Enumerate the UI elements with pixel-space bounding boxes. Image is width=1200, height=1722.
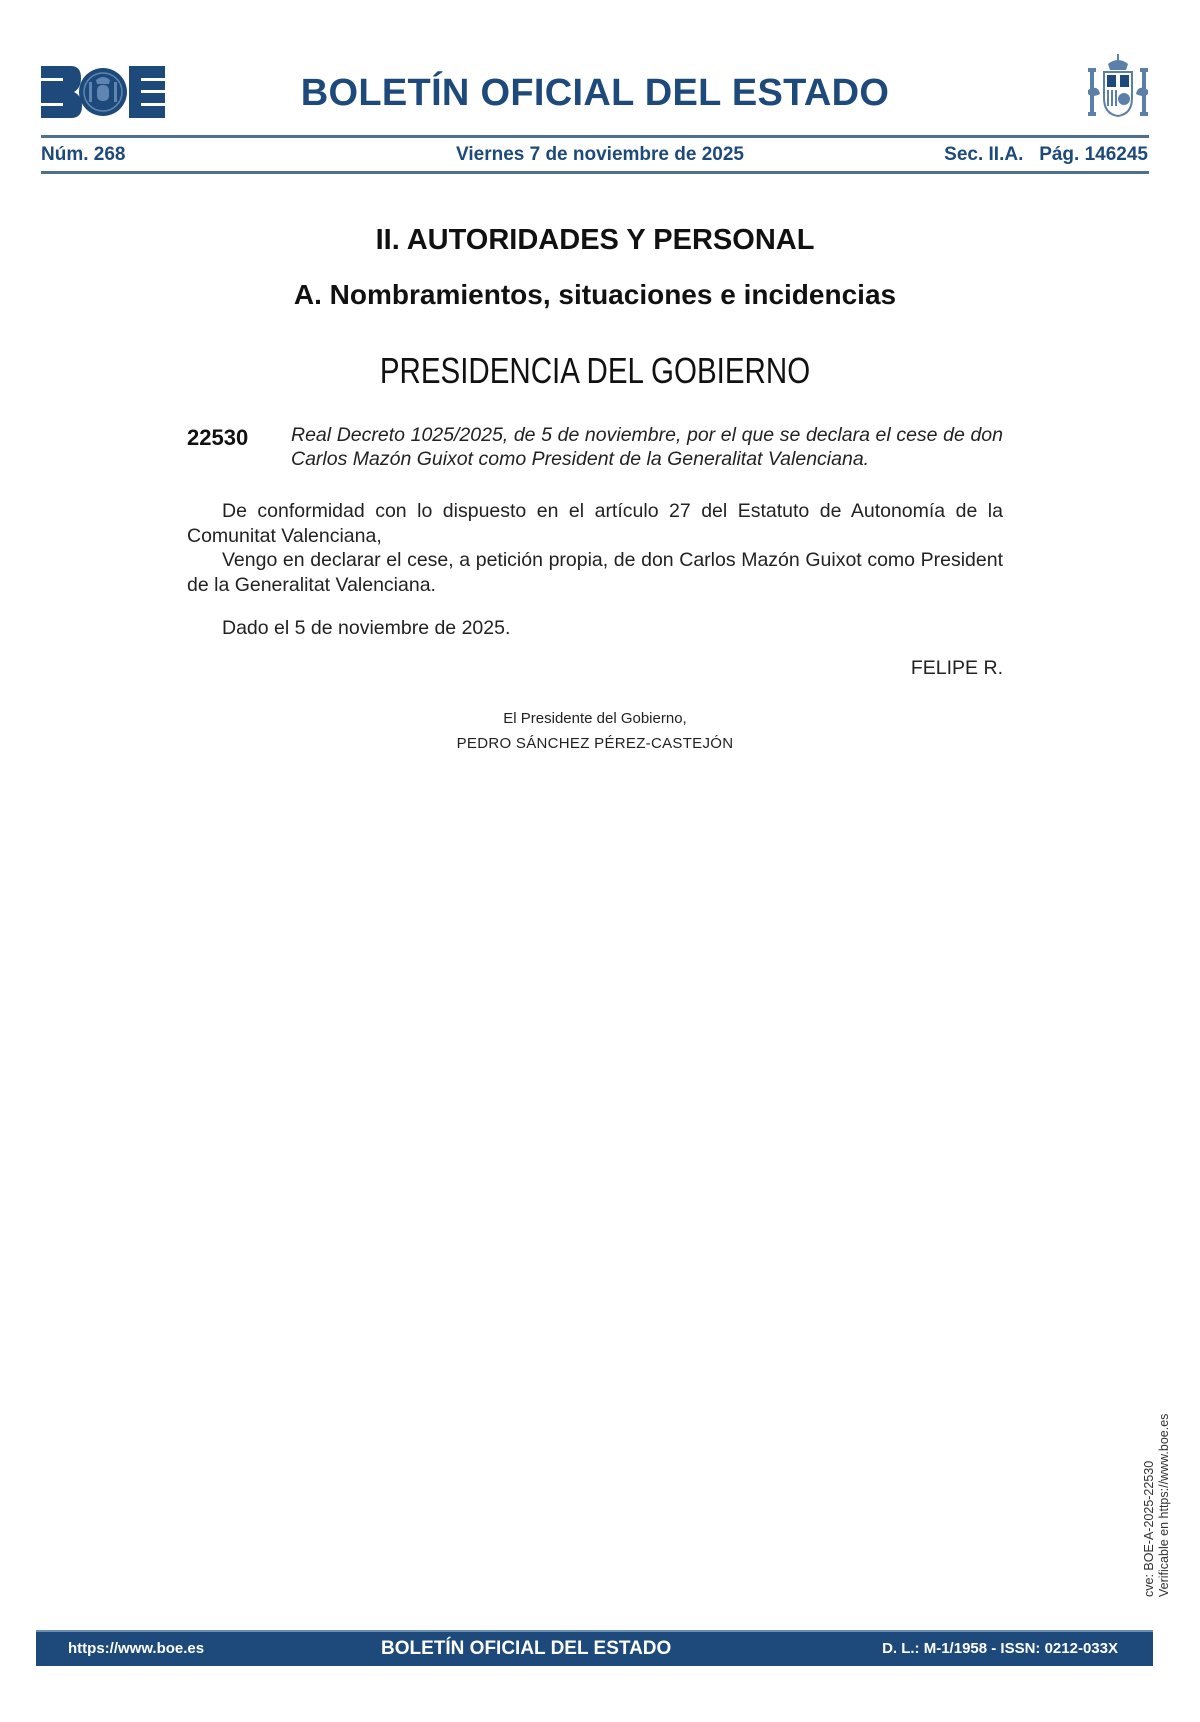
verification-side-note xyxy=(1142,1385,1182,1597)
countersign-role: El Presidente del Gobierno, xyxy=(503,710,687,727)
royal-signature: FELIPE R. xyxy=(910,657,1003,679)
decree-date-line: Dado el 5 de noviembre de 2025. xyxy=(222,617,511,639)
issue-number: Núm. 268 xyxy=(41,144,126,165)
subsection-title: A. Nombramientos, situaciones e incidencias xyxy=(293,279,897,310)
section-and-page: Sec. II.A. Pág. 146245 xyxy=(944,144,1148,165)
footer-title: BOLETÍN OFICIAL DEL ESTADO xyxy=(381,1638,672,1659)
decree-paragraph: Vengo en declarar el cese, a petición propia, de don Carlos Mazón Guixot como President de la Generalitat Valenciana. xyxy=(187,549,1003,596)
header-rule-bottom xyxy=(41,171,1149,174)
countersign-name: PEDRO SÁNCHEZ PÉREZ-CASTEJÓN xyxy=(456,735,734,752)
section-title: II. AUTORIDADES Y PERSONAL xyxy=(375,224,815,256)
masthead-title: BOLETÍN OFICIAL DEL ESTADO xyxy=(300,72,890,114)
coat-of-arms-icon xyxy=(1086,54,1150,122)
header-rule-top xyxy=(41,135,1149,138)
issue-date: Viernes 7 de noviembre de 2025 xyxy=(456,144,744,165)
decree-number: 22530 xyxy=(187,425,249,450)
footer-url-link[interactable]: https://www.boe.es xyxy=(68,1640,205,1657)
decree-paragraph: De conformidad con lo dispuesto en el artículo 27 del Estatuto de Autonomía de la Comunitat Valenciana, xyxy=(187,500,1003,547)
footer-legal-info: D. L.: M-1/1958 - ISSN: 0212-033X xyxy=(882,1640,1118,1657)
boe-logo-icon xyxy=(41,66,165,118)
verification-link[interactable]: Verificable en https://www.boe.es xyxy=(1157,1413,1171,1597)
department-heading: PRESIDENCIA DEL GOBIERNO xyxy=(379,350,811,391)
decree-title: Real Decreto 1025/2025, de 5 de noviembre, por el que se declara el cese de don Carlos Mazón Guixot como President de la Generalitat Valenciana. xyxy=(291,424,1003,470)
footer-bar xyxy=(36,1630,1153,1666)
cve-code: cve: BOE-A-2025-22530 xyxy=(1142,1460,1156,1597)
